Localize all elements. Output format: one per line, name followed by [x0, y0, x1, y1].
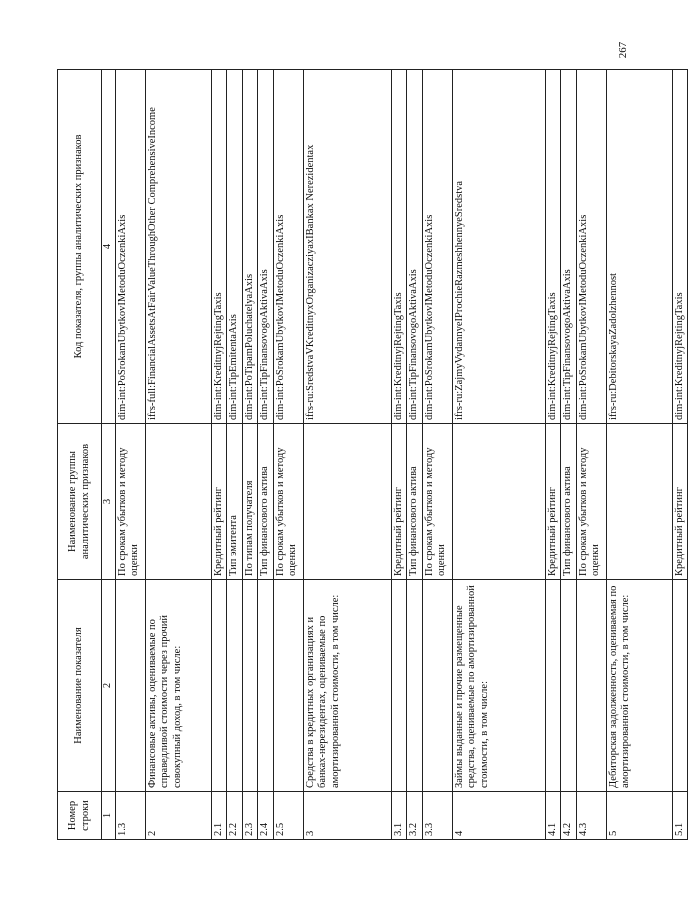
- cell-code: ifrs-full:FinancialAssetsAtFairValueThroughOther ComprehensiveIncome: [145, 70, 211, 424]
- cell-code: dim-int:KreditnyjRejtingTaxis: [545, 70, 561, 424]
- header-code: Код показателя, группы аналитических признаков: [58, 70, 102, 424]
- header-row-number: Номер строки: [58, 792, 102, 840]
- column-number: 2: [102, 580, 116, 792]
- cell-num: 4: [452, 792, 545, 840]
- cell-code: dim-int:TipEmitentaAxis: [227, 70, 243, 424]
- cell-code: dim-int:TipFinansovogoAktivaAxis: [561, 70, 577, 424]
- column-number: 3: [102, 424, 116, 580]
- cell-group: По срокам убытков и методу оценки: [115, 424, 145, 580]
- cell-name: [407, 580, 423, 792]
- cell-group: Кредитный рейтинг: [545, 424, 561, 580]
- cell-code: dim-int:TipFinansovogoAktivaAxis: [258, 70, 274, 424]
- table-row: [407, 70, 423, 840]
- cell-group: По типам получателя: [242, 424, 258, 580]
- cell-code: ifrs-ru:SredstvaVKreditnyxOrganizacziyaxIBankax Nerezidentax: [303, 70, 391, 424]
- cell-name: [115, 580, 145, 792]
- cell-num: 2.5: [273, 792, 303, 840]
- column-number: 1: [102, 792, 116, 840]
- cell-num: 5.1: [672, 792, 688, 840]
- cell-group: [452, 424, 545, 580]
- table-row: [606, 70, 672, 840]
- cell-name: [561, 580, 577, 792]
- cell-name: [258, 580, 274, 792]
- page-number: 267: [617, 41, 629, 59]
- cell-group: Кредитный рейтинг: [672, 424, 688, 580]
- table-row: [227, 70, 243, 840]
- table-row: [576, 70, 606, 840]
- cell-num: 1.3: [115, 792, 145, 840]
- table-row: [211, 70, 227, 840]
- cell-group: По срокам убытков и методу оценки: [422, 424, 452, 580]
- cell-num: 2.2: [227, 792, 243, 840]
- column-number: 4: [102, 70, 116, 424]
- table-row: [452, 70, 545, 840]
- cell-name: Средства в кредитных организациях и банках-нерезидентах, оцениваемые по амортизированной стоимости, в том числе:: [303, 580, 391, 792]
- cell-num: 3: [303, 792, 391, 840]
- header-group-name: Наименование группы аналитических признаков: [58, 424, 102, 580]
- table-row: [273, 70, 303, 840]
- table-row: [258, 70, 274, 840]
- cell-group: По срокам убытков и методу оценки: [576, 424, 606, 580]
- cell-code: ifrs-ru:DebitorskayaZadolzhennost: [606, 70, 672, 424]
- table-row: [545, 70, 561, 840]
- table-row: [422, 70, 452, 840]
- cell-group: Тип финансового актива: [258, 424, 274, 580]
- cell-num: 4.1: [545, 792, 561, 840]
- cell-code: ifrs-ru:ZajmyVydannyeIProchieRazmeshhennyeSredstva: [452, 70, 545, 424]
- cell-group: Кредитный рейтинг: [391, 424, 407, 580]
- cell-group: По срокам убытков и методу оценки: [273, 424, 303, 580]
- cell-group: [303, 424, 391, 580]
- rotated-table-container: [57, 70, 685, 840]
- column-number-row: [102, 70, 116, 840]
- cell-name: Финансовые активы, оцениваемые по справедливой стоимости через прочий совокупный доход, в том числе:: [145, 580, 211, 792]
- cell-name: [391, 580, 407, 792]
- table-row: [242, 70, 258, 840]
- table-row: [561, 70, 577, 840]
- cell-num: 5: [606, 792, 672, 840]
- cell-name: [545, 580, 561, 792]
- cell-num: 4.3: [576, 792, 606, 840]
- header-row: [58, 70, 102, 840]
- table-row: [391, 70, 407, 840]
- cell-name: Дебиторская задолженность, оцениваемая по амортизированной стоимости, в том числе:: [606, 580, 672, 792]
- cell-name: [211, 580, 227, 792]
- table-row: [672, 70, 688, 840]
- cell-code: dim-int:PoSrokamUbytkovIMetoduOczenkiAxis: [273, 70, 303, 424]
- cell-name: [422, 580, 452, 792]
- header-indicator-name: Наименование показателя: [58, 580, 102, 792]
- cell-name: [672, 580, 688, 792]
- cell-num: 3.3: [422, 792, 452, 840]
- cell-code: dim-int:KreditnyjRejtingTaxis: [672, 70, 688, 424]
- cell-code: dim-int:PoSrokamUbytkovIMetoduOczenkiAxis: [422, 70, 452, 424]
- cell-num: 3.2: [407, 792, 423, 840]
- table-row: [303, 70, 391, 840]
- cell-num: 2.3: [242, 792, 258, 840]
- cell-name: [242, 580, 258, 792]
- table-row: [145, 70, 211, 840]
- cell-num: 3.1: [391, 792, 407, 840]
- cell-code: dim-int:PoTipamPoluchatelyaAxis: [242, 70, 258, 424]
- cell-group: [606, 424, 672, 580]
- cell-name: [227, 580, 243, 792]
- cell-code: dim-int:TipFinansovogoAktivaAxis: [407, 70, 423, 424]
- cell-code: dim-int:KreditnyjRejtingTaxis: [211, 70, 227, 424]
- cell-code: dim-int:PoSrokamUbytkovIMetoduOczenkiAxis: [115, 70, 145, 424]
- cell-num: 2: [145, 792, 211, 840]
- cell-code: dim-int:KreditnyjRejtingTaxis: [391, 70, 407, 424]
- cell-code: dim-int:PoSrokamUbytkovIMetoduOczenkiAxis: [576, 70, 606, 424]
- cell-name: Займы выданные и прочие размещенные средства, оцениваемые по амортизированной стоимости, в том числе:: [452, 580, 545, 792]
- cell-num: 4.2: [561, 792, 577, 840]
- indicator-table: [57, 69, 688, 840]
- table-row: [115, 70, 145, 840]
- cell-name: [576, 580, 606, 792]
- cell-group: Тип финансового актива: [561, 424, 577, 580]
- cell-group: Кредитный рейтинг: [211, 424, 227, 580]
- cell-group: Тип эмитента: [227, 424, 243, 580]
- cell-group: Тип финансового актива: [407, 424, 423, 580]
- cell-group: [145, 424, 211, 580]
- cell-name: [273, 580, 303, 792]
- cell-num: 2.1: [211, 792, 227, 840]
- cell-num: 2.4: [258, 792, 274, 840]
